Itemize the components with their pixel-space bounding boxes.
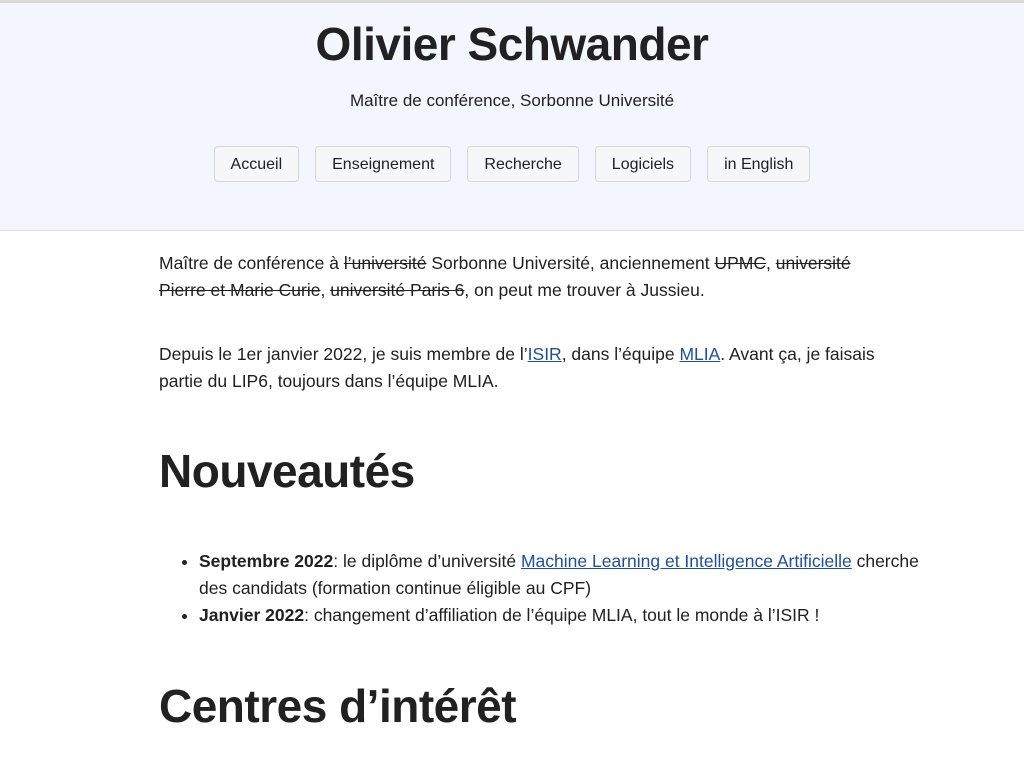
interests-heading: Centres d’intérêt — [159, 680, 517, 732]
nav-button-english[interactable]: in English — [707, 146, 810, 182]
list-item — [199, 602, 919, 629]
struck-text: l’université — [343, 253, 427, 273]
diploma-link[interactable]: Machine Learning et Intelligence Artificielle — [520, 551, 852, 571]
text: Sorbonne Université, anciennement — [426, 253, 715, 273]
intro-paragraph-affiliation — [159, 250, 879, 304]
site-header — [0, 3, 1024, 231]
text: , — [320, 280, 331, 300]
nav-button-enseignement[interactable]: Enseignement — [315, 146, 451, 182]
news-date: Janvier 2022 — [199, 605, 305, 625]
text: , on peut me trouver à Jussieu. — [464, 280, 705, 300]
text: cherche des candidats (formation continue éligible au CPF) — [199, 551, 919, 598]
text: Maître de conférence à — [159, 253, 344, 273]
site-title: Olivier Schwander — [315, 18, 709, 70]
news-date: Septembre 2022 — [199, 551, 334, 571]
list-item — [199, 548, 919, 602]
text: : changement d’affiliation de l’équipe MLIA, tout le monde à l’ISIR ! — [304, 605, 820, 625]
text: Depuis le 1er janvier 2022, je suis membre de l’ — [159, 344, 528, 364]
text: , — [766, 253, 776, 273]
news-heading: Nouveautés — [159, 445, 415, 497]
nav-button-accueil[interactable]: Accueil — [214, 146, 300, 182]
site-subtitle: Maître de conférence, Sorbonne Université — [349, 91, 675, 110]
struck-text: université Pierre et Marie Curie — [159, 253, 851, 300]
text: , dans l’équipe — [561, 344, 680, 364]
text: : le diplôme d’université — [333, 551, 521, 571]
mlia-link[interactable]: MLIA — [679, 344, 721, 364]
intro-paragraph-team — [159, 341, 879, 395]
struck-text: UPMC — [714, 253, 766, 273]
text: . Avant ça, je faisais partie du LIP6, toujours dans l’équipe MLIA. — [159, 344, 875, 391]
isir-link[interactable]: ISIR — [527, 344, 562, 364]
main-nav — [0, 146, 1024, 182]
nav-button-logiciels[interactable]: Logiciels — [595, 146, 691, 182]
news-list — [159, 548, 919, 629]
nav-button-recherche[interactable]: Recherche — [467, 146, 578, 182]
struck-text: université Paris 6 — [330, 280, 465, 300]
